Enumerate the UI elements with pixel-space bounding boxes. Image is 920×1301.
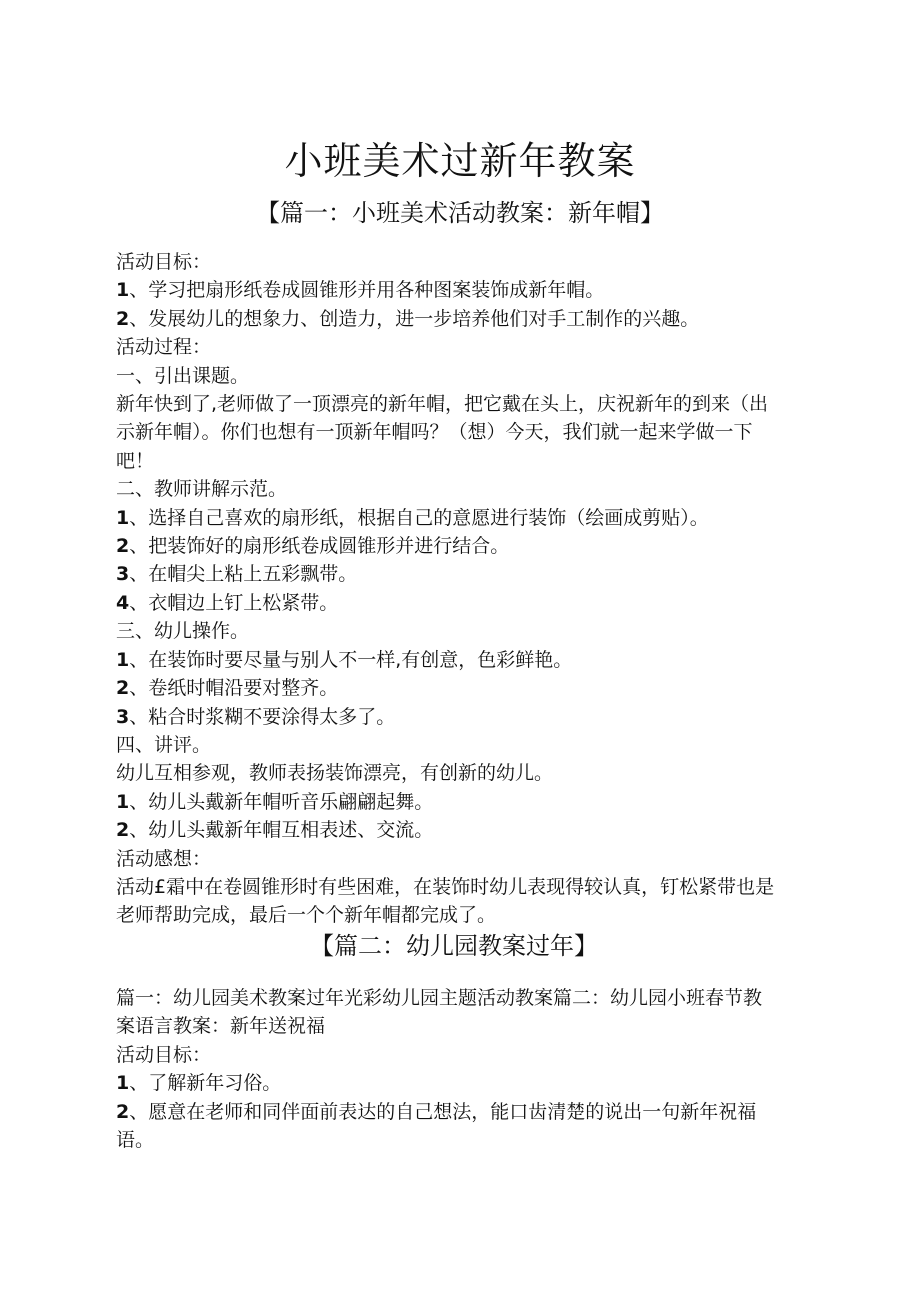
line-text: 、在装饰时要尽量与别人不一样,有创意，色彩鲜艳。	[129, 648, 573, 671]
text-line	[116, 589, 816, 617]
line-text: 新年快到了,老师做了一顶漂亮的新年帽，把它戴在头上，庆祝新年的到来（出	[116, 393, 769, 416]
line-text: 案语言教案：新年送祝福	[116, 1015, 326, 1038]
text-line	[116, 731, 816, 759]
text-line	[116, 984, 816, 1012]
line-text: 、在帽尖上粘上五彩飘带。	[129, 563, 358, 586]
item-number: 1	[116, 506, 130, 529]
text-line	[116, 362, 816, 390]
line-text: 一、引出课题。	[116, 364, 250, 387]
text-line	[116, 1012, 816, 1040]
line-text: 、学习把扇形纸卷成圆锥形并用各种图案装饰成新年帽。	[129, 279, 605, 302]
line-text: 篇一：幼儿园美术教案过年光彩幼儿园主题活动教案篇二：幼儿园小班春节教	[116, 987, 763, 1009]
line-text: 、幼儿头戴新年帽听音乐翩翩起舞。	[129, 790, 434, 813]
text-line	[116, 560, 816, 588]
line-text: 、了解新年习俗。	[129, 1072, 282, 1095]
text-line	[116, 504, 816, 532]
line-text: 、粘合时浆糊不要涂得太多了。	[129, 705, 396, 728]
line-text: 、愿意在老师和同伴面前表达的自己想法，能口齿清楚的说出一句新年祝福	[129, 1100, 757, 1123]
section2-heading: 【篇二：幼儿园教案过年】	[310, 932, 598, 960]
item-number: 1	[116, 648, 130, 671]
item-number: 2	[116, 307, 130, 330]
line-text: 、幼儿头戴新年帽互相表述、交流。	[129, 819, 434, 842]
text-line	[116, 1098, 816, 1126]
line-text: 活动目标：	[116, 251, 212, 273]
line-text: 语。	[116, 1129, 155, 1152]
text-line	[116, 759, 816, 787]
line-text: 、选择自己喜欢的扇形纸，根据自己的意愿进行装饰（绘画成剪贴）。	[129, 506, 709, 529]
text-line	[116, 617, 816, 645]
text-line	[116, 390, 816, 418]
text-line	[116, 873, 816, 901]
text-line	[116, 447, 816, 475]
text-line	[116, 276, 816, 304]
item-number: 2	[116, 677, 130, 700]
line-text: 、衣帽边上钉上松紧带。	[129, 591, 339, 614]
section2-body	[116, 984, 816, 1154]
text-line	[116, 703, 816, 731]
text-line	[116, 788, 816, 816]
text-line	[116, 418, 816, 446]
line-text: 幼儿互相参观，教师表扬装饰漂亮，有创新的幼儿。	[116, 762, 554, 785]
text-line	[116, 901, 816, 929]
item-number: 4	[116, 591, 130, 614]
line-text: 吧！	[116, 449, 155, 472]
line-text: 活动过程：	[116, 336, 212, 359]
line-text: 活动目标：	[116, 1043, 212, 1066]
item-number: 1	[116, 1072, 130, 1095]
item-number: 3	[116, 563, 130, 586]
text-line	[116, 1126, 816, 1154]
text-line	[116, 646, 816, 674]
text-line	[116, 1069, 816, 1097]
item-number: 2	[116, 1100, 130, 1123]
text-line	[116, 305, 816, 333]
line-text: 、把装饰好的扇形纸卷成圆锥形并进行结合。	[129, 535, 510, 558]
line-text: 示新年帽）。你们也想有一顶新年帽吗？（想）今天，我们就一起来学做一下	[116, 421, 753, 444]
page-title: 小班美术过新年教案	[284, 139, 636, 183]
line-text: 、发展幼儿的想象力、创造力，进一步培养他们对手工制作的兴趣。	[129, 307, 700, 330]
text-line	[116, 1041, 816, 1069]
line-text: 活动£霜中在卷圆锥形时有些困难，在装饰时幼儿表现得较认真，钉松紧带也是	[116, 875, 775, 898]
text-line	[116, 674, 816, 702]
text-line	[116, 532, 816, 560]
item-number: 1	[116, 790, 130, 813]
item-number: 2	[116, 819, 130, 842]
item-number: 3	[116, 705, 130, 728]
line-text: 三、幼儿操作。	[116, 620, 250, 643]
item-number: 1	[116, 279, 130, 302]
section1-heading: 【篇一：小班美术活动教案：新年帽】	[256, 199, 664, 227]
section1-body	[116, 248, 816, 930]
line-text: 四、讲评。	[116, 733, 212, 756]
line-text: 二、教师讲解示范。	[116, 478, 288, 501]
line-text: 、卷纸时帽沿要对整齐。	[129, 677, 339, 700]
line-text: 活动感想：	[116, 847, 212, 870]
text-line	[116, 816, 816, 844]
text-line	[116, 475, 816, 503]
item-number: 2	[116, 535, 130, 558]
text-line	[116, 333, 816, 361]
text-line	[116, 845, 816, 873]
line-text: 老师帮助完成，最后一个个新年帽都完成了。	[116, 904, 497, 927]
text-line	[116, 248, 816, 276]
